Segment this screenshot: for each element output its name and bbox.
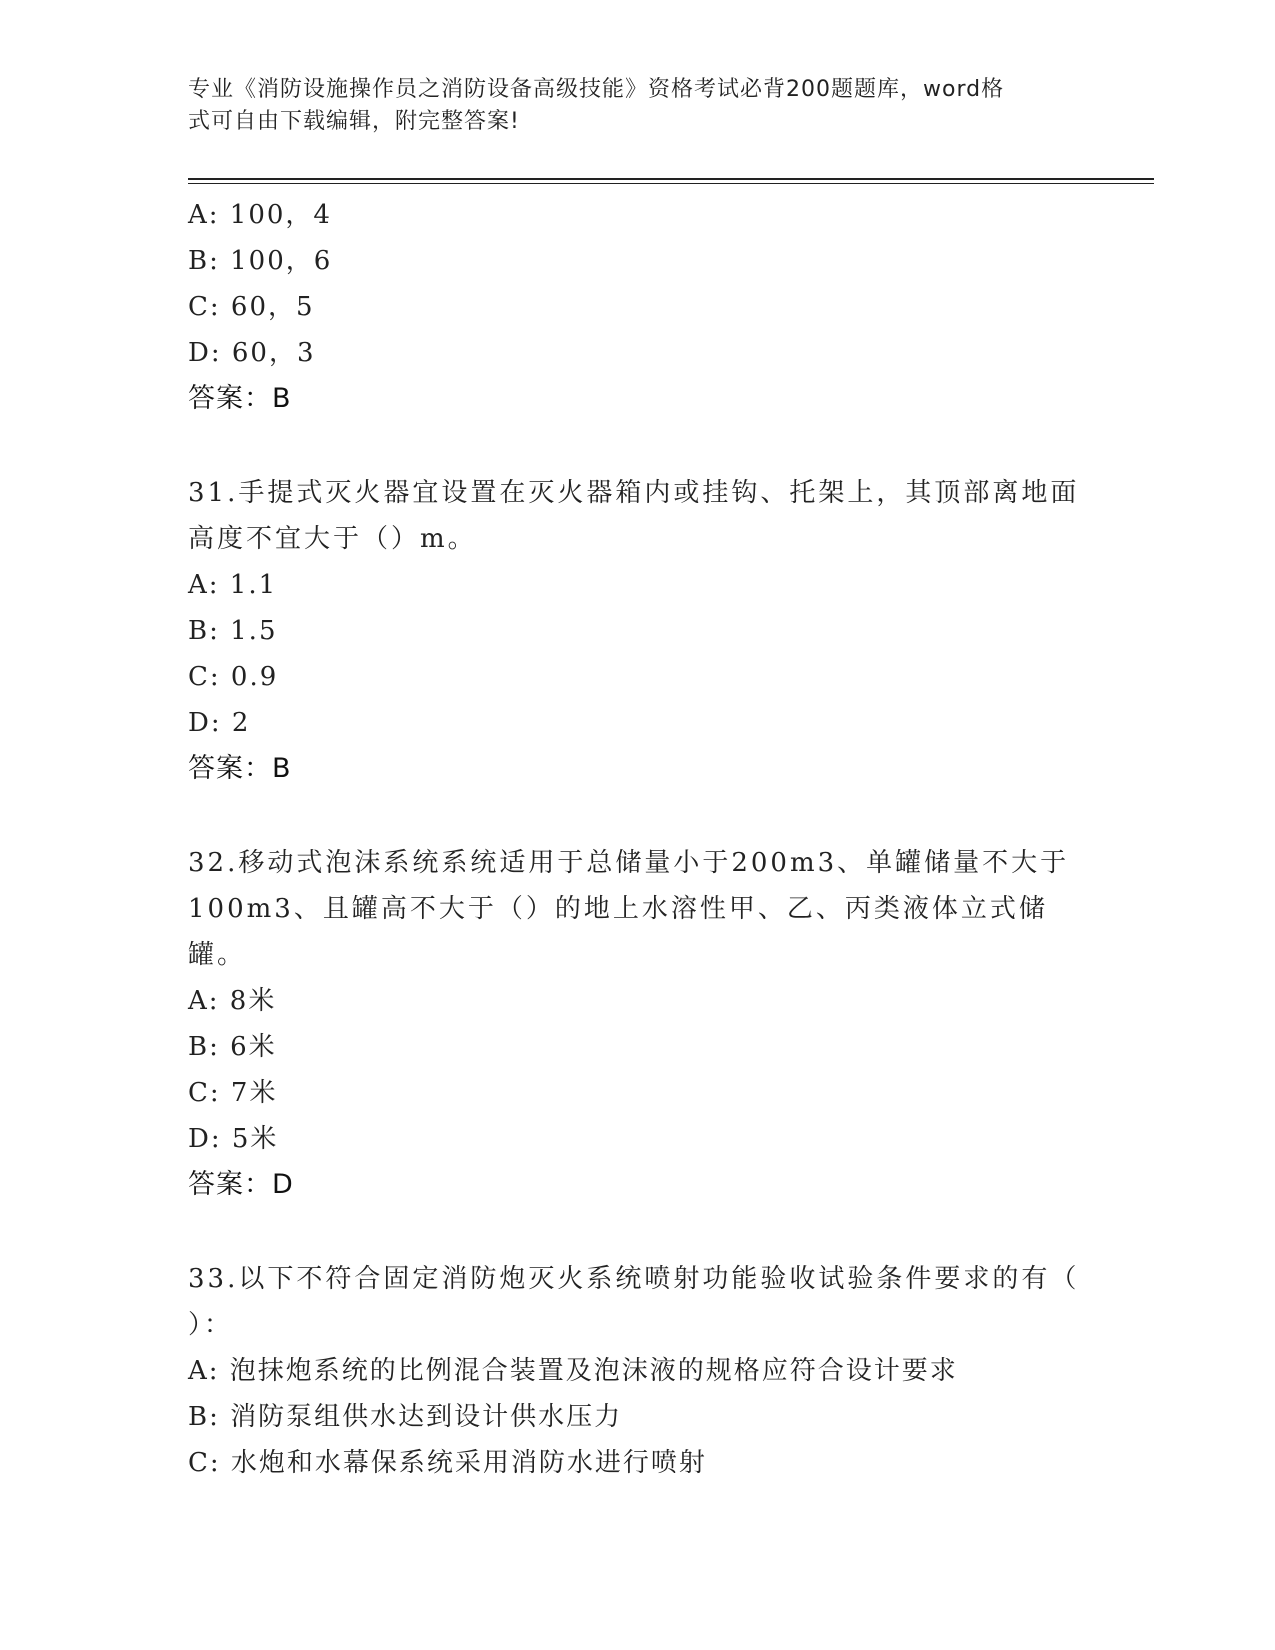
option-c: C: 7米 bbox=[188, 1078, 278, 1108]
header-divider-thin bbox=[188, 183, 1154, 184]
answer-label: 答案：D bbox=[188, 1169, 294, 1200]
option-b: B: 100，6 bbox=[188, 246, 333, 276]
question-stem-line-1: 32.移动式泡沫系统系统适用于总储量小于200m3、单罐储量不大于 bbox=[188, 848, 1070, 878]
document-header bbox=[188, 74, 1068, 138]
question-list bbox=[188, 192, 1088, 1486]
question-31 bbox=[188, 470, 1088, 792]
option-b: B: 6米 bbox=[188, 1032, 277, 1062]
spacer bbox=[188, 792, 1088, 840]
option-d: D: 2 bbox=[188, 708, 251, 738]
option-c: C: 0.9 bbox=[188, 662, 279, 692]
option-b: B: 消防泵组供水达到设计供水压力 bbox=[188, 1402, 623, 1432]
question-stem-line-2: 100m3、且罐高不大于（）的地上水溶性甲、乙、丙类液体立式储罐。 bbox=[188, 894, 1048, 970]
option-a: A: 1.1 bbox=[188, 570, 278, 600]
option-a: A: 8米 bbox=[188, 986, 277, 1016]
question-30 bbox=[188, 192, 1088, 422]
option-d: D: 5米 bbox=[188, 1124, 279, 1154]
answer-label: 答案：B bbox=[188, 753, 292, 784]
answer-label: 答案：B bbox=[188, 383, 292, 414]
question-stem-line-2: ）： bbox=[188, 1310, 234, 1340]
option-a: A: 100，4 bbox=[188, 200, 332, 230]
option-c: C: 水炮和水幕保系统采用消防水进行喷射 bbox=[188, 1448, 707, 1478]
question-stem-line-1: 33.以下不符合固定消防炮灭火系统喷射功能验收试验条件要求的有（ bbox=[188, 1264, 1080, 1294]
spacer bbox=[188, 1208, 1088, 1256]
question-32 bbox=[188, 840, 1088, 1208]
spacer bbox=[188, 422, 1088, 470]
option-d: D: 60，3 bbox=[188, 338, 316, 368]
question-stem-line-1: 31.手提式灭火器宜设置在灭火器箱内或挂钩、托架上，其顶部离地面 bbox=[188, 478, 1080, 508]
option-b: B: 1.5 bbox=[188, 616, 278, 646]
option-a: A: 泡抹炮系统的比例混合装置及泡沫液的规格应符合设计要求 bbox=[188, 1356, 958, 1386]
header-line-1: 专业《消防设施操作员之消防设备高级技能》资格考试必背200题题库，word格 bbox=[188, 77, 1005, 102]
header-divider-thick bbox=[188, 178, 1154, 180]
question-33 bbox=[188, 1256, 1088, 1486]
option-c: C: 60，5 bbox=[188, 292, 315, 322]
question-stem-line-2: 高度不宜大于（）m。 bbox=[188, 524, 477, 554]
header-line-2: 式可自由下载编辑，附完整答案! bbox=[188, 109, 520, 134]
